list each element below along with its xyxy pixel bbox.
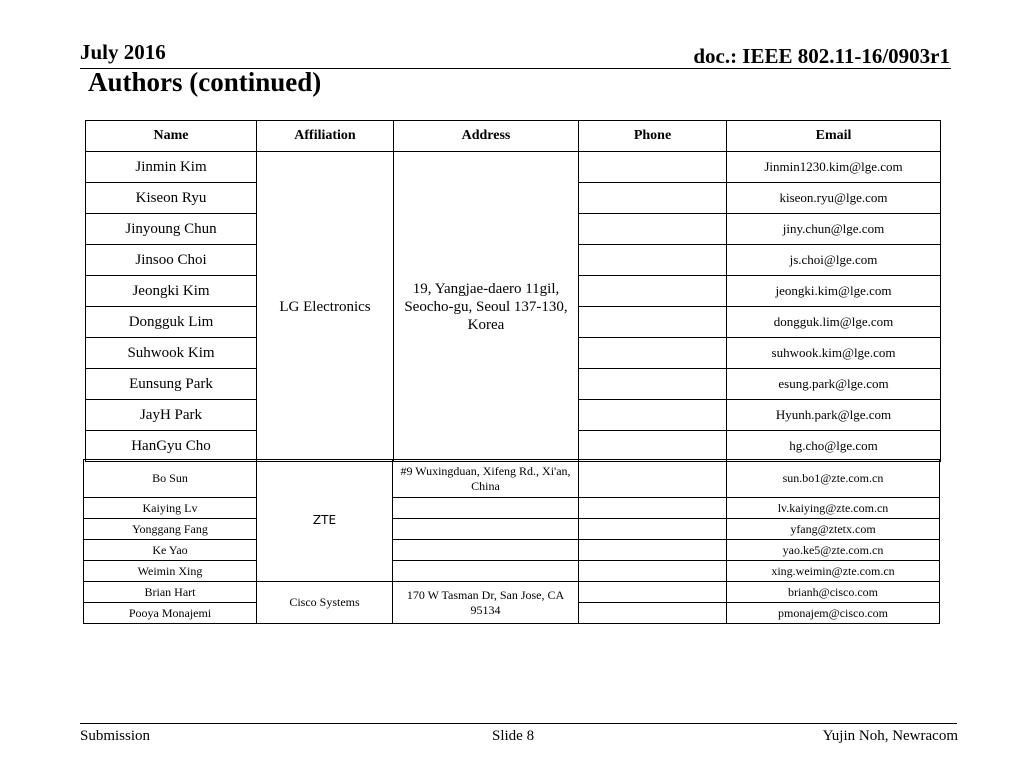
author-name: Jinyoung Chun: [86, 214, 257, 245]
header-address: Address: [394, 121, 579, 152]
authors-table-zte-cisco: [83, 459, 940, 624]
table-row: [84, 561, 940, 582]
author-phone: [579, 214, 727, 245]
author-name: JayH Park: [86, 400, 257, 431]
author-name: Ke Yao: [84, 540, 257, 561]
footer-submission: Submission: [80, 728, 151, 744]
author-email: Jinmin1230.kim@lge.com: [727, 152, 941, 183]
author-name: Bo Sun: [84, 460, 257, 498]
author-phone: [579, 400, 727, 431]
table-row: [84, 498, 940, 519]
author-email: sun.bo1@zte.com.cn: [727, 460, 940, 498]
author-address: 170 W Tasman Dr, San Jose, CA 95134: [393, 582, 579, 624]
table-row: [86, 152, 941, 183]
author-affiliation: LG Electronics: [257, 152, 394, 462]
author-phone: [579, 519, 727, 540]
author-name: Dongguk Lim: [86, 307, 257, 338]
author-name: Suhwook Kim: [86, 338, 257, 369]
table-row: [84, 540, 940, 561]
author-name: Jeongki Kim: [86, 276, 257, 307]
author-email: js.choi@lge.com: [727, 245, 941, 276]
author-email: hg.cho@lge.com: [727, 431, 941, 462]
author-name: Pooya Monajemi: [84, 603, 257, 624]
author-phone: [579, 431, 727, 462]
author-address: [393, 540, 579, 561]
author-name: Jinmin Kim: [86, 152, 257, 183]
header-email: Email: [727, 121, 941, 152]
author-name: HanGyu Cho: [86, 431, 257, 462]
author-phone: [579, 338, 727, 369]
author-address: #9 Wuxingduan, Xifeng Rd., Xi'an, China: [393, 460, 579, 498]
author-email: yfang@ztetx.com: [727, 519, 940, 540]
author-email: lv.kaiying@zte.com.cn: [727, 498, 940, 519]
author-address: 19, Yangjae-daero 11gil, Seocho-gu, Seoul 137-130, Korea: [394, 152, 579, 462]
header-date: July 2016: [80, 40, 166, 64]
footer-slide-number: Slide 8: [492, 728, 535, 744]
author-phone: [579, 369, 727, 400]
footer-divider: [80, 723, 957, 724]
author-address: [393, 519, 579, 540]
author-phone: [579, 460, 727, 498]
author-phone: [579, 245, 727, 276]
author-phone: [579, 307, 727, 338]
author-phone: [579, 152, 727, 183]
author-email: kiseon.ryu@lge.com: [727, 183, 941, 214]
author-address: [393, 498, 579, 519]
table-row: [84, 582, 940, 603]
author-email: esung.park@lge.com: [727, 369, 941, 400]
table-header-row: [86, 121, 941, 152]
author-name: Weimin Xing: [84, 561, 257, 582]
author-email: yao.ke5@zte.com.cn: [727, 540, 940, 561]
slide-title: Authors (continued): [88, 67, 322, 97]
author-name: Kaiying Lv: [84, 498, 257, 519]
authors-table-lg: [85, 120, 941, 462]
author-name: Brian Hart: [84, 582, 257, 603]
table-row: [84, 460, 940, 498]
footer-author: Yujin Noh, Newracom: [822, 728, 958, 744]
author-address: [393, 561, 579, 582]
author-email: jeongki.kim@lge.com: [727, 276, 941, 307]
author-email: brianh@cisco.com: [727, 582, 940, 603]
author-email: suhwook.kim@lge.com: [727, 338, 941, 369]
author-phone: [579, 276, 727, 307]
header-name: Name: [86, 121, 257, 152]
author-email: jiny.chun@lge.com: [727, 214, 941, 245]
author-affiliation: Cisco Systems: [257, 582, 393, 624]
author-name: Kiseon Ryu: [86, 183, 257, 214]
author-email: pmonajem@cisco.com: [727, 603, 940, 624]
author-email: dongguk.lim@lge.com: [727, 307, 941, 338]
author-name: Eunsung Park: [86, 369, 257, 400]
author-phone: [579, 603, 727, 624]
author-phone: [579, 540, 727, 561]
header-affiliation: Affiliation: [257, 121, 394, 152]
header-doc-id: doc.: IEEE 802.11-16/0903r1: [693, 44, 950, 68]
author-phone: [579, 183, 727, 214]
author-phone: [579, 582, 727, 603]
author-name: Jinsoo Choi: [86, 245, 257, 276]
table-row: [84, 519, 940, 540]
author-email: Hyunh.park@lge.com: [727, 400, 941, 431]
header-phone: Phone: [579, 121, 727, 152]
author-phone: [579, 498, 727, 519]
author-affiliation: ZTE: [257, 460, 393, 582]
author-phone: [579, 561, 727, 582]
author-name: Yonggang Fang: [84, 519, 257, 540]
author-email: xing.weimin@zte.com.cn: [727, 561, 940, 582]
